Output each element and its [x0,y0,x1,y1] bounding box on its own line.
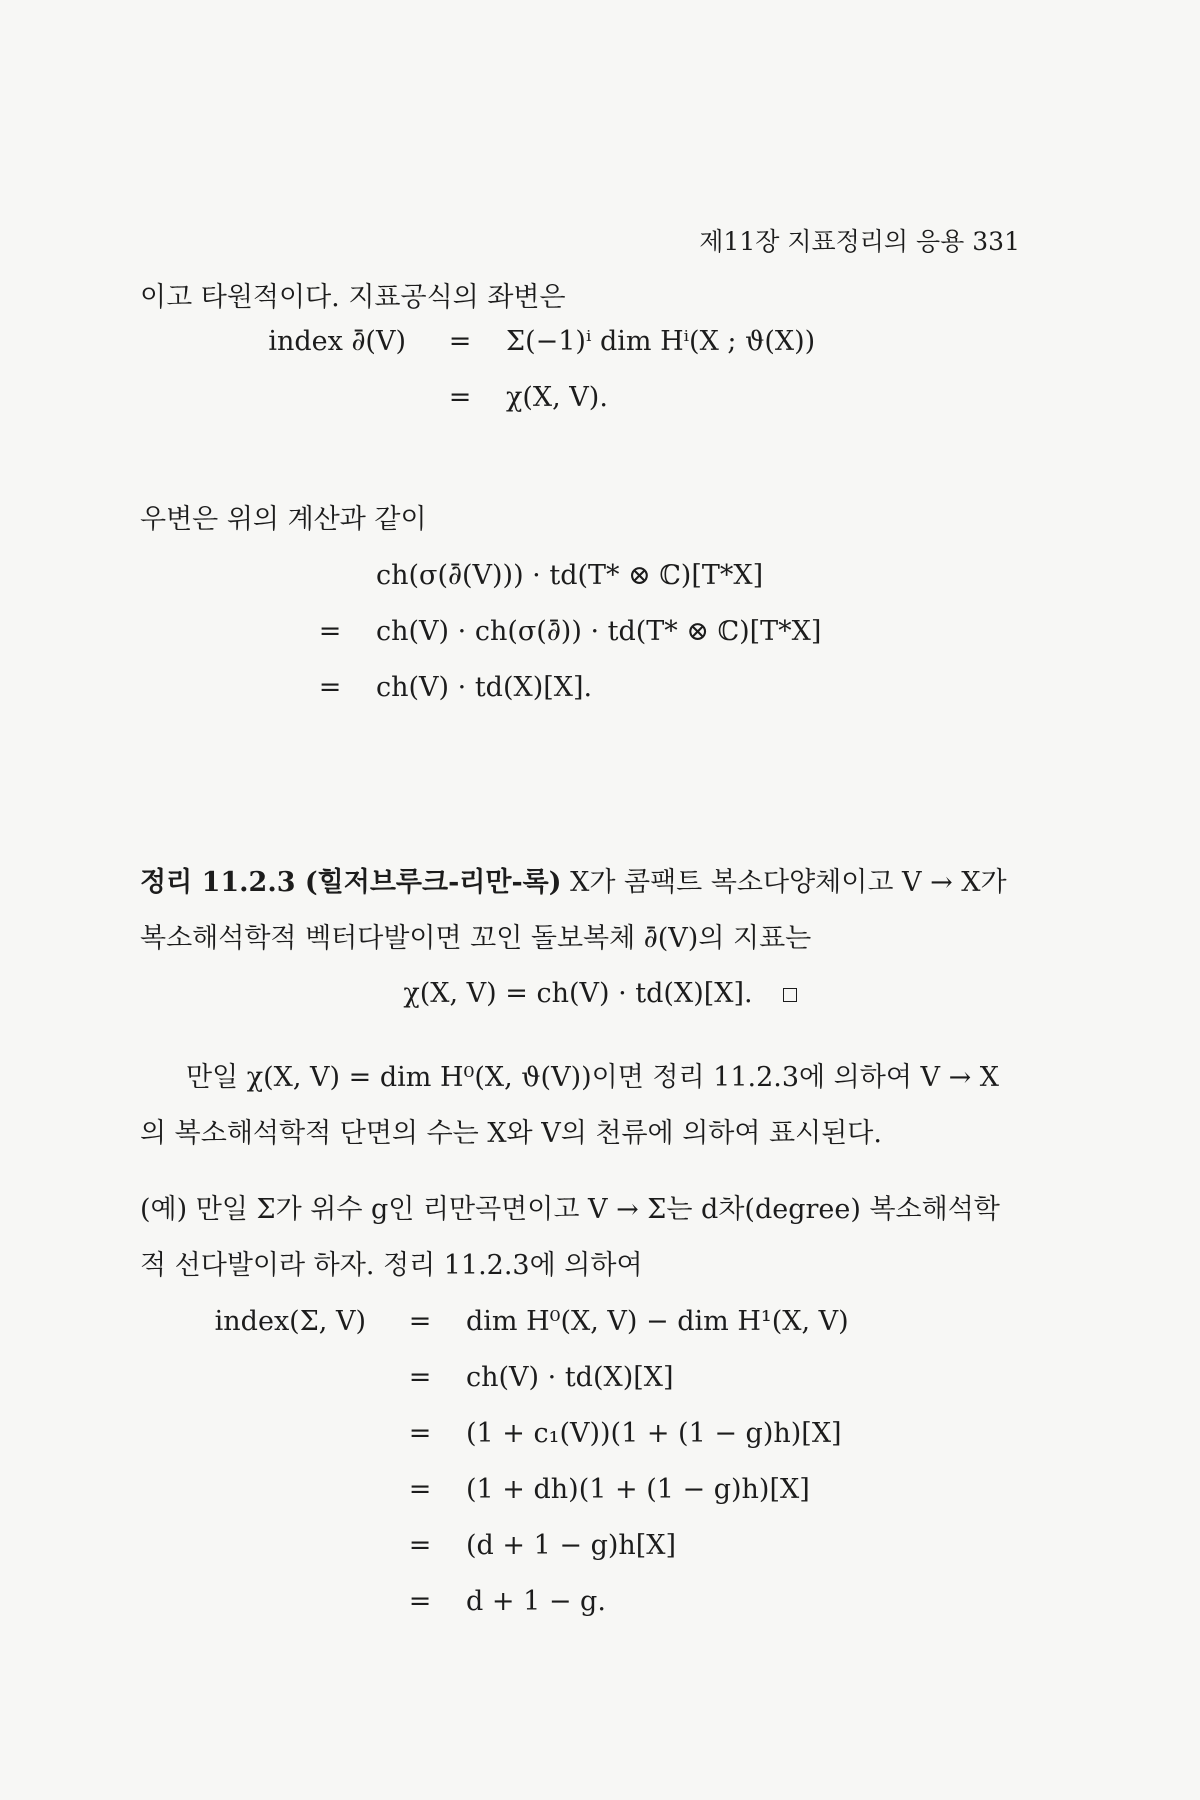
qed-square-icon [783,988,797,1002]
equation-rhs: Σ(−1)ⁱ dim Hⁱ(X ; ϑ(X)) [506,326,816,357]
equation-row [0,1586,1200,1642]
equals-sign: = [408,1586,432,1617]
equals-sign: = [318,672,342,703]
running-head: 제11장 지표정리의 응용 331 [699,227,1020,256]
equals-sign: = [448,382,472,413]
equation-rhs: ch(V) · td(X)[X]. [376,672,593,703]
equation-row [0,1418,1200,1474]
paragraph-intro: 이고 타원적이다. 지표공식의 좌변은 [140,282,566,313]
equation-lhs: index ∂̄(V) [268,326,406,357]
equation-rhs: d + 1 − g. [466,1586,606,1617]
equation-rhs: (1 + dh)(1 + (1 − g)h)[X] [466,1474,810,1505]
equals-sign: = [408,1474,432,1505]
theorem-formula [0,978,1200,1034]
equation-row [0,326,1200,382]
equals-sign: = [408,1362,432,1393]
equation-riemann-roch [0,1306,1200,1642]
equals-sign: = [408,1418,432,1449]
equation-row [0,560,1200,616]
theorem-label: 정리 11.2.3 (힐저브루크-리만-록) [140,867,562,898]
equation-rhs: ch(σ(∂̄(V))) · td(T* ⊗ ℂ)[T*X] [376,560,764,591]
equation-lhs: index(Σ, V) [214,1306,366,1337]
equation-row [0,1474,1200,1530]
equation-rhs: dim H⁰(X, V) − dim H¹(X, V) [466,1306,849,1337]
equation-chern-character [0,560,1200,728]
equals-sign: = [318,616,342,647]
equation-row [0,1530,1200,1586]
equation-row [0,382,1200,438]
theorem-text: X가 콤팩트 복소다양체이고 V → X가 복소해석학적 벡터다발이면 꼬인 돌보복체 ∂̄(V)의 지표는 [140,867,1007,954]
equation-rhs: χ(X, V). [506,382,608,413]
paragraph-example: (예) 만일 Σ가 위수 g인 리만곡면이고 V → Σ는 d차(degree) 복소해석학적 선다발이라 하자. 정리 11.2.3에 의하여 [140,1194,1000,1281]
equation-rhs: ch(V) · ch(σ(∂̄)) · td(T* ⊗ ℂ)[T*X] [376,616,822,647]
paragraph-rhs-intro: 우변은 위의 계산과 같이 [140,504,427,535]
equation-rhs: (d + 1 − g)h[X] [466,1530,677,1561]
formula-text: χ(X, V) = ch(V) · td(X)[X]. [403,978,753,1009]
equals-sign: = [448,326,472,357]
equation-row [0,1362,1200,1418]
equals-sign: = [408,1306,432,1337]
theorem-statement [140,855,1020,967]
equation-row [0,672,1200,728]
equation-index-lhs [0,326,1200,438]
equation-row [0,616,1200,672]
paragraph-remark: 만일 χ(X, V) = dim H⁰(X, ϑ(V))이면 정리 11.2.3에 의하여 V → X의 복소해석학적 단면의 수는 X와 V의 천류에 의하여 표시된다. [140,1062,1000,1149]
equation-rhs: (1 + c₁(V))(1 + (1 − g)h)[X] [466,1418,842,1449]
equals-sign: = [408,1530,432,1561]
equation-rhs: ch(V) · td(X)[X] [466,1362,674,1393]
equation-row [0,1306,1200,1362]
